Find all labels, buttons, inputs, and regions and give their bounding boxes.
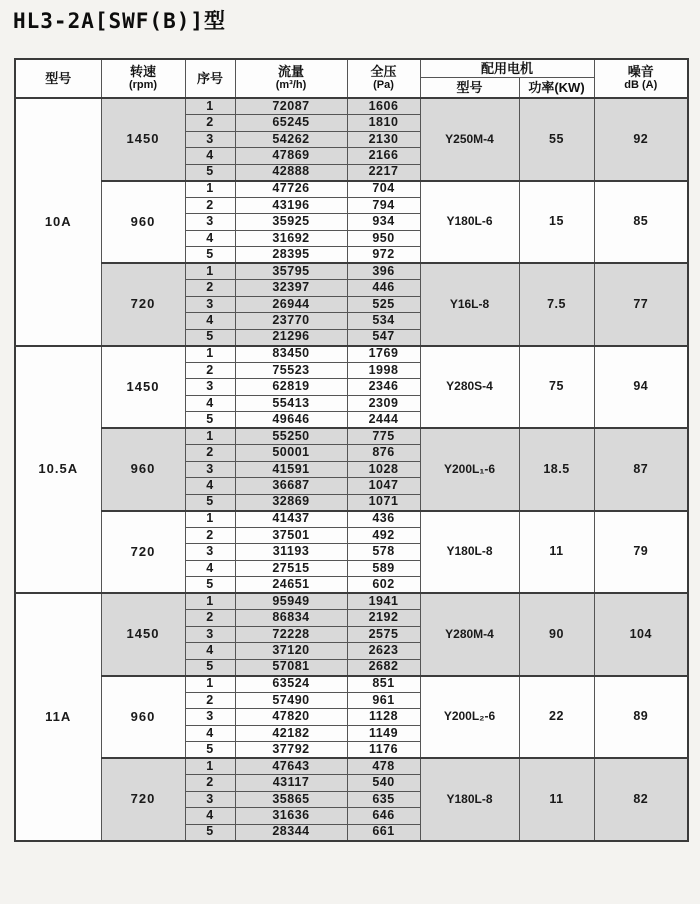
serial-cell: 5 [185,164,235,181]
header-motor-power: 功率(KW) [519,78,594,99]
pressure-cell: 2166 [347,148,420,165]
flow-cell: 57490 [235,692,347,709]
noise-cell: 85 [594,181,688,264]
pressure-cell: 972 [347,247,420,264]
flow-cell: 27515 [235,560,347,577]
pressure-cell: 1047 [347,478,420,495]
pressure-cell: 2346 [347,379,420,396]
flow-cell: 47820 [235,709,347,726]
pressure-cell: 602 [347,577,420,594]
flow-cell: 47726 [235,181,347,198]
pressure-cell: 2130 [347,131,420,148]
flow-cell: 54262 [235,131,347,148]
serial-cell: 1 [185,758,235,775]
serial-cell: 1 [185,428,235,445]
motor-model-cell: Y250M-4 [420,98,519,181]
power-cell: 90 [519,593,594,676]
power-cell: 55 [519,98,594,181]
speed-cell: 720 [101,263,185,346]
pressure-cell: 794 [347,197,420,214]
serial-cell: 5 [185,412,235,429]
pressure-cell: 2575 [347,626,420,643]
flow-cell: 55413 [235,395,347,412]
serial-cell: 1 [185,98,235,115]
noise-cell: 87 [594,428,688,511]
power-cell: 11 [519,758,594,841]
model-cell: 10.5A [15,346,101,594]
serial-cell: 1 [185,511,235,528]
motor-model-cell: Y200L₁-6 [420,428,519,511]
noise-cell: 92 [594,98,688,181]
serial-cell: 2 [185,692,235,709]
pressure-cell: 635 [347,791,420,808]
header-noise-unit: dB (A) [624,79,658,92]
header-noise-label: 噪音 [627,64,654,80]
serial-cell: 1 [185,181,235,198]
pressure-cell: 950 [347,230,420,247]
flow-cell: 95949 [235,593,347,610]
serial-cell: 3 [185,791,235,808]
pressure-cell: 2192 [347,610,420,627]
flow-cell: 31193 [235,544,347,561]
flow-cell: 55250 [235,428,347,445]
flow-cell: 37120 [235,643,347,660]
pressure-cell: 2309 [347,395,420,412]
pressure-cell: 661 [347,824,420,841]
serial-cell: 5 [185,247,235,264]
pressure-cell: 540 [347,775,420,792]
pressure-cell: 961 [347,692,420,709]
pressure-cell: 446 [347,280,420,297]
serial-cell: 1 [185,346,235,363]
flow-cell: 28395 [235,247,347,264]
power-cell: 18.5 [519,428,594,511]
table-row [15,98,688,115]
pressure-cell: 1176 [347,742,420,759]
pressure-cell: 1128 [347,709,420,726]
serial-cell: 4 [185,643,235,660]
table-row [15,676,688,693]
motor-model-cell: Y180L-8 [420,511,519,594]
header-pressure-label: 全压 [370,64,397,80]
power-cell: 15 [519,181,594,264]
flow-cell: 37501 [235,527,347,544]
power-cell: 11 [519,511,594,594]
serial-cell: 5 [185,742,235,759]
flow-cell: 26944 [235,296,347,313]
table-row [15,511,688,528]
table-row [15,758,688,775]
table-row [15,263,688,280]
speed-cell: 720 [101,511,185,594]
pressure-cell: 1606 [347,98,420,115]
motor-model-cell: Y280M-4 [420,593,519,676]
pressure-cell: 876 [347,445,420,462]
pressure-cell: 704 [347,181,420,198]
header-motor-model: 型号 [420,78,519,99]
flow-cell: 57081 [235,659,347,676]
pressure-cell: 2444 [347,412,420,429]
pressure-cell: 775 [347,428,420,445]
pressure-cell: 478 [347,758,420,775]
motor-model-cell: Y16L-8 [420,263,519,346]
flow-cell: 49646 [235,412,347,429]
flow-cell: 37792 [235,742,347,759]
header-flow-label: 流量 [277,64,304,80]
flow-cell: 47643 [235,758,347,775]
serial-cell: 2 [185,775,235,792]
noise-cell: 82 [594,758,688,841]
pressure-cell: 2682 [347,659,420,676]
flow-cell: 35795 [235,263,347,280]
speed-cell: 1450 [101,593,185,676]
serial-cell: 3 [185,544,235,561]
serial-cell: 2 [185,362,235,379]
speed-cell: 960 [101,676,185,759]
flow-cell: 24651 [235,577,347,594]
pressure-cell: 396 [347,263,420,280]
serial-cell: 3 [185,379,235,396]
flow-cell: 83450 [235,346,347,363]
motor-model-cell: Y180L-6 [420,181,519,264]
flow-cell: 63524 [235,676,347,693]
table-header [15,59,688,98]
header-speed-label: 转速 [129,64,156,80]
serial-cell: 5 [185,329,235,346]
model-cell: 10A [15,98,101,346]
pressure-cell: 851 [347,676,420,693]
flow-cell: 72228 [235,626,347,643]
table-row [15,346,688,363]
header-serial: 序号 [185,59,235,98]
page-title: HL3-2A[SWF(B)]型 [13,9,227,33]
serial-cell: 2 [185,610,235,627]
spec-table [14,58,689,842]
noise-cell: 94 [594,346,688,429]
serial-cell: 2 [185,197,235,214]
flow-cell: 36687 [235,478,347,495]
noise-cell: 104 [594,593,688,676]
serial-cell: 4 [185,725,235,742]
noise-cell: 77 [594,263,688,346]
motor-model-cell: Y200L₂-6 [420,676,519,759]
header-flow [235,59,347,98]
flow-cell: 41437 [235,511,347,528]
flow-cell: 43117 [235,775,347,792]
flow-cell: 86834 [235,610,347,627]
pressure-cell: 2623 [347,643,420,660]
serial-cell: 2 [185,527,235,544]
speed-cell: 720 [101,758,185,841]
flow-cell: 35865 [235,791,347,808]
flow-cell: 31636 [235,808,347,825]
pressure-cell: 492 [347,527,420,544]
pressure-cell: 2217 [347,164,420,181]
header-flow-unit: (m³/h) [275,79,307,92]
header-speed [101,59,185,98]
flow-cell: 32397 [235,280,347,297]
speed-cell: 960 [101,428,185,511]
flow-cell: 75523 [235,362,347,379]
table-body [15,98,688,841]
serial-cell: 4 [185,478,235,495]
flow-cell: 41591 [235,461,347,478]
pressure-cell: 1810 [347,115,420,132]
serial-cell: 3 [185,626,235,643]
serial-cell: 5 [185,494,235,511]
noise-cell: 89 [594,676,688,759]
serial-cell: 1 [185,263,235,280]
flow-cell: 42182 [235,725,347,742]
serial-cell: 5 [185,824,235,841]
pressure-cell: 534 [347,313,420,330]
flow-cell: 23770 [235,313,347,330]
serial-cell: 2 [185,445,235,462]
serial-cell: 3 [185,296,235,313]
speed-cell: 1450 [101,346,185,429]
header-motor-group: 配用电机 [420,59,594,78]
motor-model-cell: Y280S-4 [420,346,519,429]
flow-cell: 43196 [235,197,347,214]
motor-model-cell: Y180L-8 [420,758,519,841]
pressure-cell: 589 [347,560,420,577]
power-cell: 7.5 [519,263,594,346]
flow-cell: 21296 [235,329,347,346]
model-cell: 11A [15,593,101,841]
serial-cell: 4 [185,808,235,825]
serial-cell: 3 [185,131,235,148]
serial-cell: 2 [185,115,235,132]
pressure-cell: 1149 [347,725,420,742]
flow-cell: 62819 [235,379,347,396]
pressure-cell: 1941 [347,593,420,610]
header-speed-unit: (rpm) [128,79,158,92]
serial-cell: 5 [185,577,235,594]
flow-cell: 65245 [235,115,347,132]
serial-cell: 4 [185,230,235,247]
serial-cell: 3 [185,214,235,231]
flow-cell: 28344 [235,824,347,841]
power-cell: 22 [519,676,594,759]
serial-cell: 1 [185,593,235,610]
serial-cell: 4 [185,148,235,165]
header-pressure [347,59,420,98]
noise-cell: 79 [594,511,688,594]
table-row [15,181,688,198]
header-model: 型号 [15,59,101,98]
serial-cell: 5 [185,659,235,676]
pressure-cell: 436 [347,511,420,528]
header-noise [594,59,688,98]
flow-cell: 32869 [235,494,347,511]
pressure-cell: 1071 [347,494,420,511]
pressure-cell: 525 [347,296,420,313]
table-row [15,593,688,610]
serial-cell: 2 [185,280,235,297]
flow-cell: 31692 [235,230,347,247]
serial-cell: 4 [185,313,235,330]
flow-cell: 42888 [235,164,347,181]
speed-cell: 1450 [101,98,185,181]
flow-cell: 72087 [235,98,347,115]
serial-cell: 4 [185,395,235,412]
pressure-cell: 1028 [347,461,420,478]
pressure-cell: 934 [347,214,420,231]
serial-cell: 3 [185,461,235,478]
serial-cell: 3 [185,709,235,726]
serial-cell: 4 [185,560,235,577]
flow-cell: 47869 [235,148,347,165]
serial-cell: 1 [185,676,235,693]
flow-cell: 35925 [235,214,347,231]
pressure-cell: 646 [347,808,420,825]
speed-cell: 960 [101,181,185,264]
pressure-cell: 1769 [347,346,420,363]
pressure-cell: 578 [347,544,420,561]
pressure-cell: 547 [347,329,420,346]
pressure-cell: 1998 [347,362,420,379]
power-cell: 75 [519,346,594,429]
header-pressure-unit: (Pa) [373,79,394,92]
flow-cell: 50001 [235,445,347,462]
table-row [15,428,688,445]
